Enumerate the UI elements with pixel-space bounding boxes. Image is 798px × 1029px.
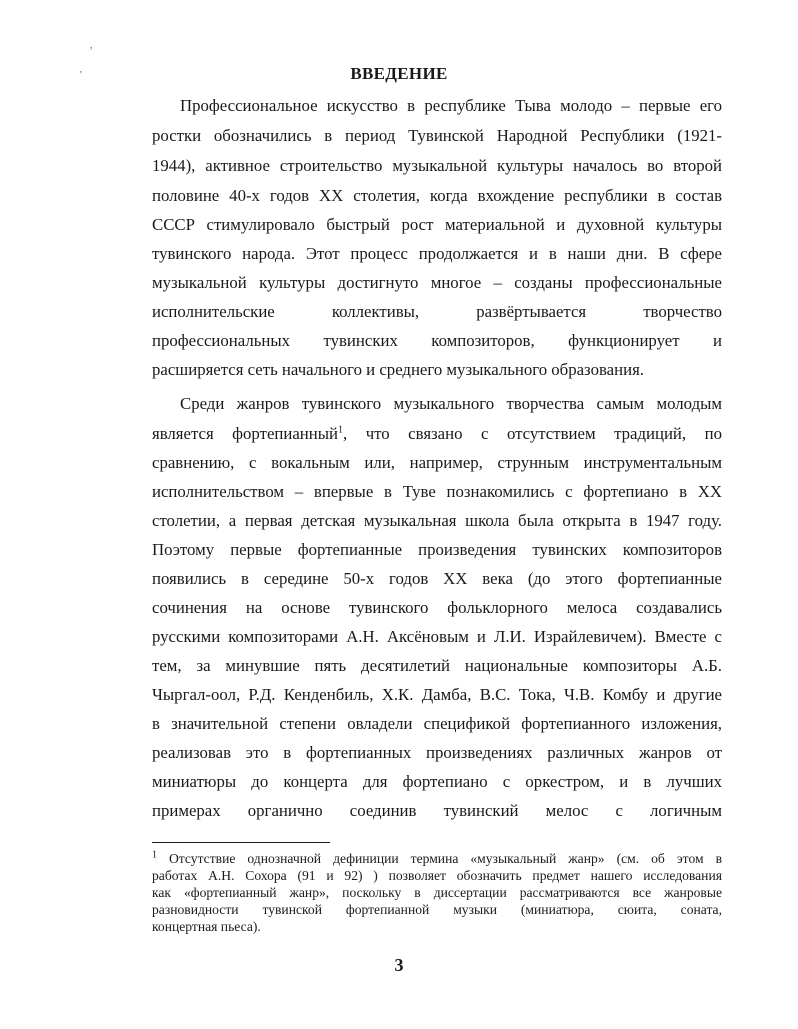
text-line: исполнительством – впервые в Туве познакомились с фортепиано в XX bbox=[152, 482, 722, 501]
text-line: примерах органично соединив тувинский мелос с логичным bbox=[152, 801, 722, 820]
text-line: профессиональных тувинских композиторов, функционирует и bbox=[152, 331, 722, 350]
text-line: ростки обозначились в период Тувинской Народной Республики (1921- bbox=[152, 126, 722, 145]
footnote-line: концертная пьеса). bbox=[152, 919, 261, 934]
text-line: расширяется сеть начального и среднего музыкального образования. bbox=[152, 360, 645, 379]
page-number: 3 bbox=[394, 955, 404, 975]
text-line: тем, за минувшие пять десятилетий национальные композиторы А.Б. bbox=[152, 656, 722, 675]
footnote-line: разновидности тувинской фортепианной музыки (миниатюра, сюита, соната, bbox=[152, 902, 722, 917]
text-line: исполнительские коллективы, развёртывается творчество bbox=[152, 302, 722, 321]
text-line: 1944), активное строительство музыкальной культуры началось во второй bbox=[152, 156, 722, 175]
footnote-divider bbox=[152, 842, 330, 843]
text-line: сравнению, с вокальным или, например, струнным инструментальным bbox=[152, 453, 722, 472]
text-line: реализовав это в фортепианных произведениях различных жанров от bbox=[152, 743, 722, 762]
text-line: столетии, а первая детская музыкальная школа была открыта в 1947 году. bbox=[152, 511, 722, 530]
text-fragment: , что связано с отсутствием традиций, по bbox=[343, 424, 722, 443]
text-line: Чыргал-оол, Р.Д. Кенденбиль, Х.К. Дамба, В.С. Тока, Ч.В. Комбу и другие bbox=[152, 685, 722, 704]
text-line: сочинения на основе тувинского фольклорного мелоса создавались bbox=[152, 598, 722, 617]
footnote-text: Отсутствие однозначной дефиниции термина «музыкальный жанр» (см. об этом в bbox=[157, 851, 722, 866]
footnote-line bbox=[152, 850, 722, 867]
text-line: тувинского народа. Этот процесс продолжается и в наши дни. В сфере bbox=[152, 244, 722, 263]
text-line: русскими композиторами А.Н. Аксёновым и Л.И. Израйлевичем). Вместе с bbox=[152, 627, 722, 646]
text-line: Профессиональное искусство в республике Тыва молодо – первые его bbox=[180, 96, 722, 115]
footnote-line: как «фортепианный жанр», поскольку в диссертации рассматриваются все жанровые bbox=[152, 885, 722, 900]
text-line: появились в середине 50-х годов XX века (до этого фортепианные bbox=[152, 569, 722, 588]
margin-mark: ' bbox=[80, 70, 82, 81]
footnote-marker: 1 bbox=[152, 849, 157, 861]
text-line: миниатюры до концерта для фортепиано с оркестром, и в лучших bbox=[152, 772, 722, 791]
page-title: ВВЕДЕНИЕ bbox=[350, 64, 448, 83]
text-line: в значительной степени овладели спецификой фортепианного изложения, bbox=[152, 714, 722, 733]
text-line: Среди жанров тувинского музыкального творчества самым молодым bbox=[180, 394, 722, 413]
text-line bbox=[152, 424, 722, 444]
text-fragment: является фортепианный bbox=[152, 424, 339, 443]
text-line: половине 40-х годов XX столетия, когда вхождение республики в состав bbox=[152, 186, 722, 205]
footnote-ref: 1 bbox=[338, 424, 344, 436]
text-line: Поэтому первые фортепианные произведения тувинских композиторов bbox=[152, 540, 722, 559]
text-line: СССР стимулировало быстрый рост материальной и духовной культуры bbox=[152, 215, 722, 234]
text-line: музыкальной культуры достигнуто многое – созданы профессиональные bbox=[152, 273, 722, 292]
footnote-line: работах А.Н. Сохора (91 и 92) ) позволяет обозначить предмет нашего исследования bbox=[152, 868, 722, 883]
margin-mark: , bbox=[90, 40, 93, 51]
